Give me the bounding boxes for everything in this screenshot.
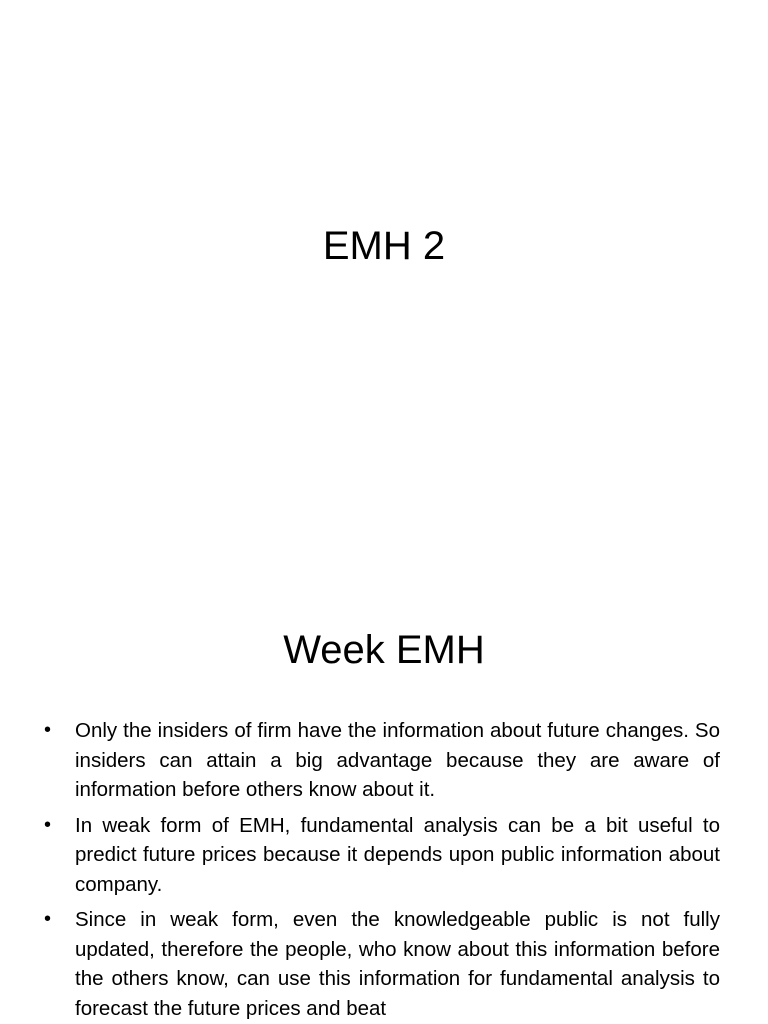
slide-2 [0, 576, 768, 1024]
bullet-text-2: In weak form of EMH, fundamental analysis can be a bit useful to predict future prices because it depends upon public information about company. [75, 813, 720, 896]
bullet-icon: • [44, 908, 52, 930]
bullet-item-1 [44, 716, 720, 805]
bullet-item-2 [44, 811, 720, 900]
slide-1-title: EMH 2 [322, 224, 446, 268]
bullet-item-3 [44, 905, 720, 1023]
bullet-icon: • [44, 813, 52, 836]
bullet-list [44, 716, 720, 1024]
slide-2-title: Week EMH [283, 628, 485, 672]
bullet-icon: • [44, 719, 52, 741]
bullet-text-1: Only the insiders of firm have the information about future changes. So insiders can attain a big advantage because they are aware of information before others know about it. [75, 719, 720, 801]
bullet-text-3: Since in weak form, even the knowledgeable public is not fully updated, therefore the people, who know about this information before the others know, can use this information for fundamental analysis to forecast the future prices and beat [75, 908, 720, 1020]
